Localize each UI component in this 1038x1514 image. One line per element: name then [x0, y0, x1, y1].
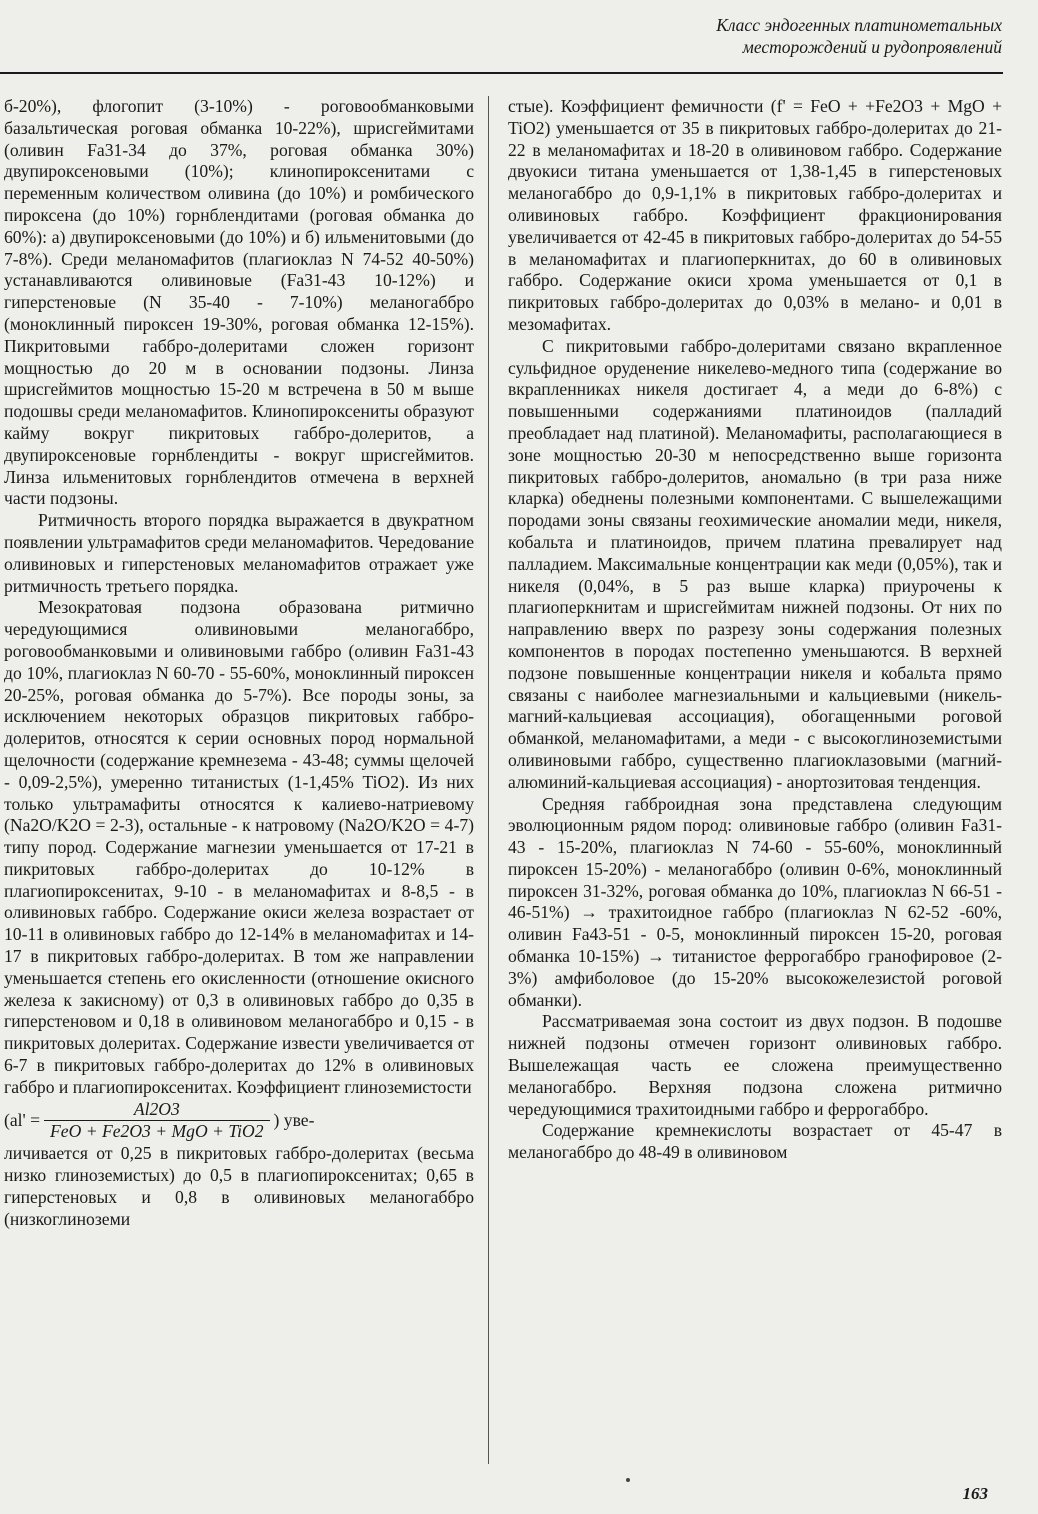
left-paragraph-4: личивается от 0,25 в пикритовых габбро-долеритах (весьма низко глиноземистых) до 0,5 в плагиопироксенитах; 0,65 в гиперстеновых и 0,8 в оливиновых меланогаббро (низкоглиноземи	[4, 1143, 474, 1229]
formula-numerator: Al2O3	[133, 1098, 180, 1119]
header-rule	[0, 72, 1003, 74]
header-line-1: Класс эндогенных платинометальных	[716, 15, 1002, 35]
formula-denominator: FeO + Fe2O3 + MgO + TiO2	[44, 1120, 270, 1143]
alumina-formula	[4, 1099, 474, 1144]
right-paragraph-5: Содержание кремнекислоты возрастает от 45-47 в меланогаббро до 48-49 в оливиновом	[508, 1120, 1002, 1163]
right-paragraph-2: С пикритовыми габбро-долеритами связано вкрапленное сульфидное оруденение никелево-медного типа (содержание во вкрапленниках никеля достигает 4, а меди до 6-8%) с повышенными содержаниями платиноидов (палладий преобладает над платиной). Меланомафиты, располагающиеся в зоне мощностью 20-30 м непосредственно выше горизонта пикритовых габбро-долеритов, аномально (в три раза ниже кларка) обеднены полезными компонентами. С вышележащими породами зоны связаны геохимические аномалии меди, никеля, кобальта и платиноидов, причем платина превалирует над палладием. Максимальные концентрации как меди (0,05%), так и никеля (0,04%, в 5 раз выше кларка) приурочены к плагиоперкнитам и шрисгеймитам нижней подзоны. От них по направлению вверх по разрезу зоны содержания полезных компонентов в породах постепенно уменьшаются. В верхней подзоне повышенные концентрации никеля и кобальта прямо связаны с наиболее магнезиальными и кальциевыми (никель-магний-кальциевая ассоциация), обогащенными роговой обманкой, меланомафитами, а меди - с высокоглиноземистыми оливиновыми габбро, существенно плагиоклазовыми (магний-алюминий-кальциевая ассоциация) - анортозитовая тенденция.	[508, 335, 1002, 792]
left-paragraph-2: Ритмичность второго порядка выражается в двукратном появлении ультрамафитов среди меланомафитов. Чередование оливиновых и гиперстеновых меланомафитов отражает уже ритмичность третьего порядка.	[4, 510, 474, 596]
running-header	[442, 14, 1002, 58]
left-paragraph-1: б-20%), флогопит (3-10%) - роговообманковыми базальтическая роговая обманка 10-22%), шрисгеймитами (оливин Fa31-34 до 37%, роговая обманка 30%) двупироксеновыми (10%); клинопироксенитами с переменным количеством оливина (до 10%) и ромбического пироксена (до 10%) горнблендитами (роговая обманка до 60%): а) двупироксеновыми (до 10%) и б) ильменитовыми (до 7-8%). Среди меланомафитов (плагиоклаз N 74-52 40-50%) устанавливаются оливиновые (Fa31-43 10-12%) и гиперстеновые (N 35-40 - 7-10%) меланогаббро (моноклинный пироксен 19-30%, роговая обманка 12-15%). Пикритовыми габбро-долеритами сложен горизонт мощностью до 20 м в основании подзоны. Линза шрисгеймитов мощностью 15-20 м встречена в 50 м выше подошвы среди меланомафитов. Клинопироксениты образуют кайму вокруг пикритовых габбро-долеритов, а двупироксеновые горнблендиты - вокруг шрисгеймитов. Линза ильменитовых горнблендитов отмечена в верхней части подзоны.	[4, 96, 474, 509]
formula-suffix: ) уве-	[273, 1110, 315, 1131]
scan-speck	[626, 1478, 630, 1482]
page-number: 163	[962, 1484, 988, 1503]
formula-fraction	[44, 1099, 270, 1144]
right-paragraph-4: Рассматриваемая зона состоит из двух подзон. В подошве нижней подзоны отмечен горизонт оливиновых габбро. Вышележащая часть ее сложена преимущественно меланогаббро. Верхняя подзона сложена ритмично чередующимися трахитоидными габбро и феррогаббро.	[508, 1011, 1002, 1119]
right-paragraph-3: Средняя габброидная зона представлена следующим эволюционным рядом пород: оливиновые габбро (оливин Fa31-43 - 15-20%, плагиоклаз N 74-60 - 55-60%, моноклинный пироксен 15-20%) - меланогаббро (оливин 0-6%, моноклинный пироксен 31-32%, роговая обманка до 10%, плагиоклаз N 66-51 - 46-51%) → трахитоидное габбро (плагиоклаз N 62-52 -60%, оливин Fa43-51 - 0-5, моноклинный пироксен 15-20, роговая обманка 10-15%) → титанистое феррогаббро гранофировое (2-3%) амфиболовое (до 15-20% высокожелезистой роговой обманки).	[508, 793, 1002, 1010]
header-line-2: месторождений и рудопроявлений	[742, 37, 1002, 57]
right-column	[508, 96, 1002, 1164]
left-column	[4, 96, 474, 1230]
column-divider	[488, 96, 489, 1464]
formula-prefix: (al' =	[4, 1110, 41, 1131]
left-paragraph-3: Мезократовая подзона образована ритмично чередующимися оливиновыми меланогаббро, роговообманковыми и оливиновыми габбро (оливин Fa31-43 до 10%, плагиоклаз N 60-70 - 55-60%, моноклинный пироксен 20-25%, роговая обманка до 5-7%). Все породы зоны, за исключением некоторых образцов пикритовых габбро-долеритов, относятся к серии основных пород нормальной щелочности (содержание кремнезема - 43-48; суммы щелочей - 0,09-2,5%), умеренно титанистых (1-1,45% TiO2). Из них только ультрамафиты относятся к калиево-натриевому (Na2O/K2O = 2-3), остальные - к натровому (Na2O/K2O = 4-7) типу пород. Содержание магнезии уменьшается от 17-21 в пикритовых габбро-долеритах до 10-12% в плагиопироксенитах, 9-10 - в меланомафитах и 8-8,5 - в оливиновых габбро. Содержание окиси железа возрастает от 10-11 в оливиновых габбро до 12-14% в меланомафитах и 14-17 в пикритовых габбро-долеритах. В том же направлении уменьшается степень его окисленности (отношение окисного железа к закисному) от 0,3 в оливиновых габбро до 0,35 в гиперстеновом и 0,18 в оливиновом меланогаббро и 0,15 - в пикритовых долеритах. Содержание извести увеличивается от 6-7 в пикритовых габбро-долеритах до 12% в оливиновых габбро и плагиопироксенитах. Коэффициент глиноземистости	[4, 597, 474, 1097]
right-paragraph-1: стые). Коэффициент фемичности (f' = FeO + +Fe2O3 + MgO + TiO2) уменьшается от 35 в пикритовых габбро-долеритах до 21-22 в меланомафитах и 18-20 в оливиновом габбро. Содержание двуокиси титана уменьшается от 1,38-1,45 в гиперстеновых меланогаббро до 0,9-1,1% в пикритовых габбро-долеритах и оливиновых габбро. Коэффициент фракционирования увеличивается от 42-45 в пикритовых габбро-долеритах до 54-55 в меланомафитах и плагиоперкнитах, до 60 в оливиновых габбро. Содержание окиси хрома уменьшается от 0,1 в пикритовых габбро-долеритах до 0,03% в мелано- и 0,01 в мезомафитах.	[508, 96, 1002, 334]
